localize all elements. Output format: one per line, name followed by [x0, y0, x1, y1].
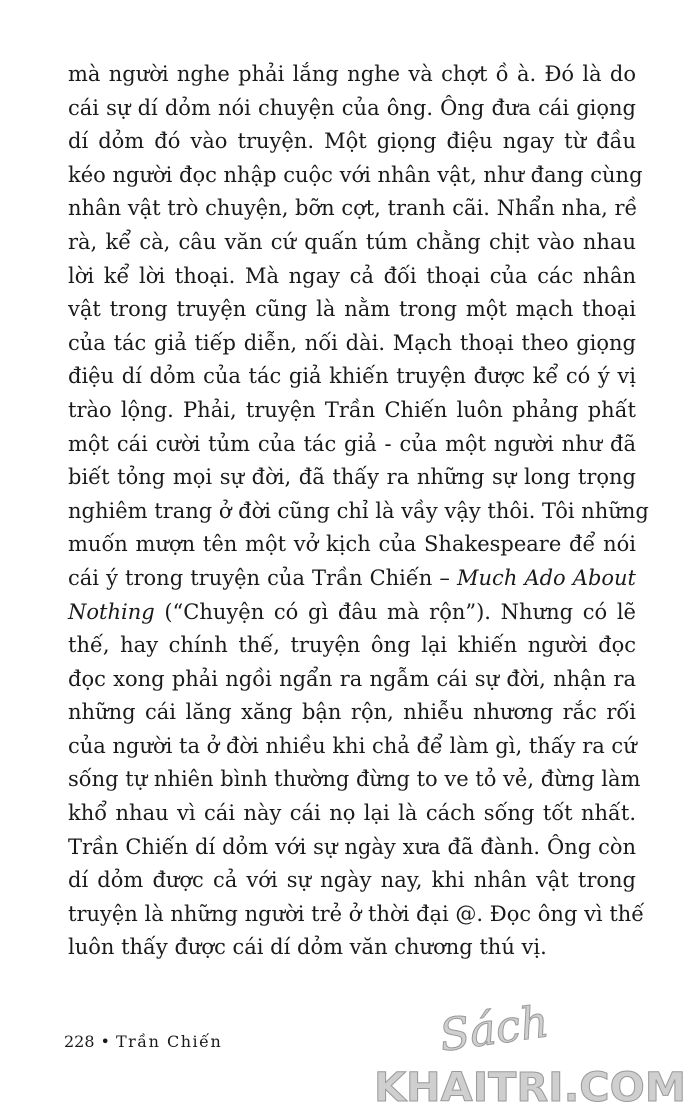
text-line: mà người nghe phải lắng nghe và chợt ồ à. Đó là do [68, 62, 636, 86]
text-line [68, 562, 636, 596]
text-line: muốn mượn tên một vở kịch của Shakespeare để nói [68, 532, 636, 557]
watermark-brand-text: KHAITRI.COM [374, 1065, 686, 1111]
text-line: của tác giả tiếp diễn, nối dài. Mạch thoại theo giọng [68, 330, 636, 355]
footer-separator: • [100, 1032, 110, 1051]
text-line: của người ta ở đời nhiều khi chả để làm gì, thấy ra cứ [68, 733, 637, 758]
page-number: 228 [64, 1032, 95, 1051]
text-line: Trần Chiến dí dỏm với sự ngày xưa đã đành. Ông còn [68, 834, 636, 859]
text-line: dí dỏm được cả với sự ngày nay, khi nhân vật trong [68, 868, 636, 893]
text-line: nghiêm trang ở đời cũng chỉ là vầy vậy thôi. Tôi những [68, 498, 649, 523]
text-line: những cái lăng xăng bận rộn, nhiễu nhương rắc rối [68, 700, 636, 725]
text-line: nhân vật trò chuyện, bỡn cợt, tranh cãi. Nhẩn nha, rề [68, 196, 638, 221]
text-line: cái sự dí dỏm nói chuyện của ông. Ông đưa cái giọng [68, 95, 636, 120]
text-line: một cái cười tủm của tác giả - của một người như đã [68, 431, 636, 456]
text-line: truyện là những người trẻ ở thời đại @. Đọc ông vì thế [68, 901, 645, 926]
text-line: thế, hay chính thế, truyện ông lại khiến người đọc [68, 633, 636, 658]
body-text [68, 58, 649, 965]
text-line: vật trong truyện cũng là nằm trong một mạch thoại [68, 297, 636, 322]
text-line: kéo người đọc nhập cuộc với nhân vật, như đang cùng [68, 162, 643, 187]
text-line: trào lộng. Phải, truyện Trần Chiến luôn phảng phất [68, 397, 636, 422]
text-line [68, 596, 636, 630]
watermark-script-text: Sách [436, 996, 552, 1062]
text-line: biết tỏng mọi sự đời, đã thấy ra những sự long trọng [68, 465, 636, 490]
text-line: đọc xong phải ngồi ngẩn ra ngẫm cái sự đời, nhận ra [68, 666, 636, 691]
text-line: dí dỏm đó vào truyện. Một giọng điệu ngay từ đầu [68, 129, 636, 154]
text-segment: cái ý trong truyện của Trần Chiến – [68, 565, 458, 590]
text-line: điệu dí dỏm của tác giả khiến truyện được kể có ý vị [68, 364, 636, 389]
text-line: luôn thấy được cái dí dỏm văn chương thú vị. [68, 935, 547, 960]
watermark-logo [370, 995, 690, 1115]
text-line: lời kể lời thoại. Mà ngay cả đối thoại của các nhân [68, 263, 636, 288]
footer-author: Trần Chiến [115, 1032, 223, 1051]
page-footer [64, 1032, 222, 1051]
play-title-italic: Nothing [68, 599, 155, 624]
play-title-italic: Much Ado About [457, 565, 636, 590]
text-line: khổ nhau vì cái này cái nọ lại là cách sống tốt nhất. [68, 801, 636, 826]
text-segment: (“Chuyện có gì đâu mà rộn”). Nhưng có lẽ [154, 599, 636, 624]
text-line: sống tự nhiên bình thường đừng to ve tỏ vẻ, đừng làm [68, 767, 641, 792]
text-line: rà, kể cà, câu văn cứ quấn túm chằng chịt vào nhau [68, 229, 636, 254]
